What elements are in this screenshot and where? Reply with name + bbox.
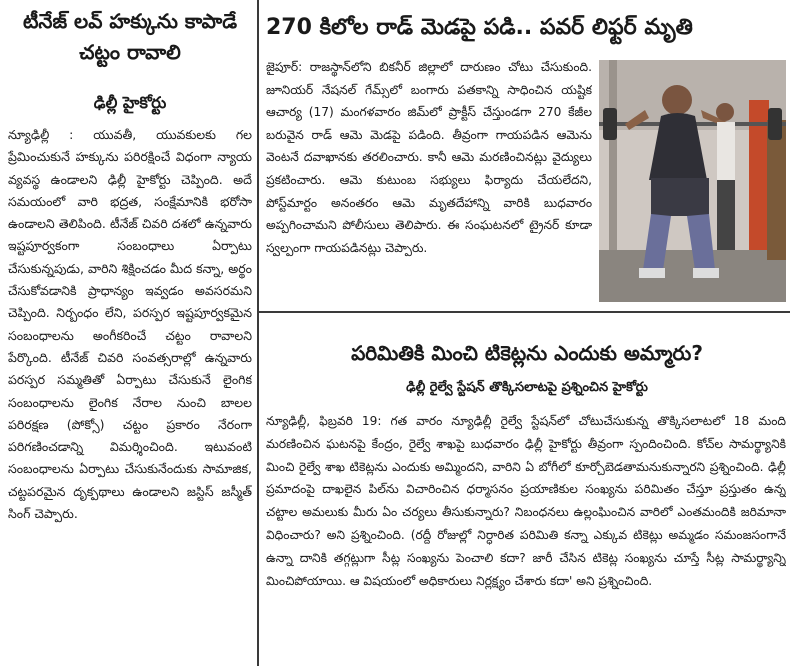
article2-headline: 270 కిలోల రాడ్ మెడపై పడి.. పవర్ లిఫ్టర్ మృతి <box>266 15 693 40</box>
article3-headline: పరిమితికి మించి టికెట్లను ఎందుకు అమ్మారు? <box>351 341 703 365</box>
powerlifter-photo <box>599 60 786 302</box>
article3-body: న్యూఢిల్లీ, ఫిబ్రవరి 19: గత వారం న్యూఢిల్లీ రైల్వే స్టేషన్‌లో చోటుచేసుకున్న తొక్కిసలాటలో 18 మంది మరణించిన ఘటనపై కేంద్రం, రైల్వే శాఖపై బుధవారం ఢిల్లీ హైకోర్టు తీవ్రంగా స్పందించింది. కోచ్‌ల సామర్థ్యానికి మించి రైల్వే శాఖ టికెట్లను ఎందుకు అమ్మిందని, వారిని ఏ బోగీలో కూర్చోబెడతామనుకున్నారని ప్రశ్నించింది. ఢిల్లీ ప్రమాదంపై దాఖలైన పిల్‌ను విచారించిన ధర్మాసనం ప్రయాణికుల సంఖ్యను పరిమితం చేస్తూ ప్రస్తుతం ఉన్న చట్టాల అమలుకు మీరు ఏం చర్యలు తీసుకున్నారు? నిబంధనలు ఉల్లంఘించిన వారిలో ఎంతమందికి జరిమానా విధించారు? అని ప్రశ్నించింది. (రద్దీ రోజుల్లో నిర్ధారిత పరిమితి కన్నా ఎక్కువ టికెట్లు అమ్మడం సమంజసంగానే ఉన్నా దానికి తగ్గట్లుగా సీట్ల సంఖ్యను పెంచాలి కదా? జారీ చేసిన టికెట్ల సంఖ్యను చూస్తే సీట్ల సామర్థ్యాన్ని మించిపోయాయి. ఆ విషయంలో అధికారులు నిర్లక్ష్యం చేశారు కదా' అని ప్రశ్నించింది. <box>266 414 786 588</box>
article1-headline: టీనేజ్ లవ్ హక్కును కాపాడే చట్టం రావాలి <box>22 9 237 64</box>
column-divider <box>257 0 259 666</box>
article2-body: జైపూర్: రాజస్థాన్‌లోని బికనీర్ జిల్లాలో దారుణం చోటు చేసుకుంది. జూనియర్ నేషనల్ గేమ్స్‌లో బంగారు పతకాన్ని సాధించిన యష్టిక ఆచార్య (17) మంగళవారం జిమ్‌లో ప్రాక్టీస్ చేస్తుండగా 270 కేజీల బరువైన రాడ్ ఆమె మెడపై పడింది. తీవ్రంగా గాయపడిన ఆమెను వెంటనే దవాఖానకు తరలించారు. కానీ ఆమె మరణించినట్లు వైద్యులు ప్రకటించారు. ఆమె కుటుంబ సభ్యులు ఫిర్యాదు చేయలేదని, పోస్ట్‌మార్టం అనంతరం ఆమె మృతదేహాన్ని వారికి బుధవారం అప్పగించామని పోలీసులు తెలిపారు. ఈ సంఘటనలో ట్రైనర్ కూడా స్వల్పంగా గాయపడినట్లు చెప్పారు. <box>266 60 592 255</box>
article1-subheadline: ఢిల్లీ హైకోర్టు <box>93 93 167 112</box>
article1-body: న్యూఢిల్లీ : యువతీ, యువకులకు గల ప్రేమించుకునే హక్కును పరిరక్షించే విధంగా న్యాయ వ్యవస్థ ఉండాలని ఢిల్లీ హైకోర్టు చెప్పింది. అదే సమయంలో వారి భద్రత, సంక్షేమానికి భరోసా ఉండాలని తెలిపింది. టీనేజ్ చివరి దశలో ఉన్నవారు ఇష్టపూర్వకంగా సంబంధాలు ఏర్పాటు చేసుకున్నపుడు, వారిని శిక్షించడం మీద కన్నా, అర్థం చేసుకోవడానికి ప్రాధాన్యం ఇవ్వడం అవసరమని చెప్పింది. నిర్బంధం లేని, పరస్పర ఇష్టపూర్వకమైన సంబంధాలను అంగీకరించే చట్టం రావాలని పేర్కొంది. టీనేజ్ చివరి సంవత్సరాల్లో ఉన్నవారు పరస్పర సమ్మతితో ఏర్పాటు చేసుకునే లైంగిక సంబంధాలను లైంగిక నేరాల నుంచి బాలల పరిరక్షణ (పోక్సో) చట్టం ప్రకారం నేరంగా పరిగణించడాన్ని విమర్శించింది. ఇటువంటి సంబంధాలను ఏర్పాటు చేసుకునేందుకు సామాజిక, చట్టపరమైన దృక్పథాలు ఉండాలని జస్టిస్ జస్మీత్ సింగ్ చెప్పారు. <box>8 127 252 522</box>
article-divider <box>259 311 790 313</box>
article3-subheadline: ఢిల్లీ రైల్వే స్టేషన్ తొక్కిసలాటపై ప్రశ్నించిన హైకోర్టు <box>406 380 648 395</box>
